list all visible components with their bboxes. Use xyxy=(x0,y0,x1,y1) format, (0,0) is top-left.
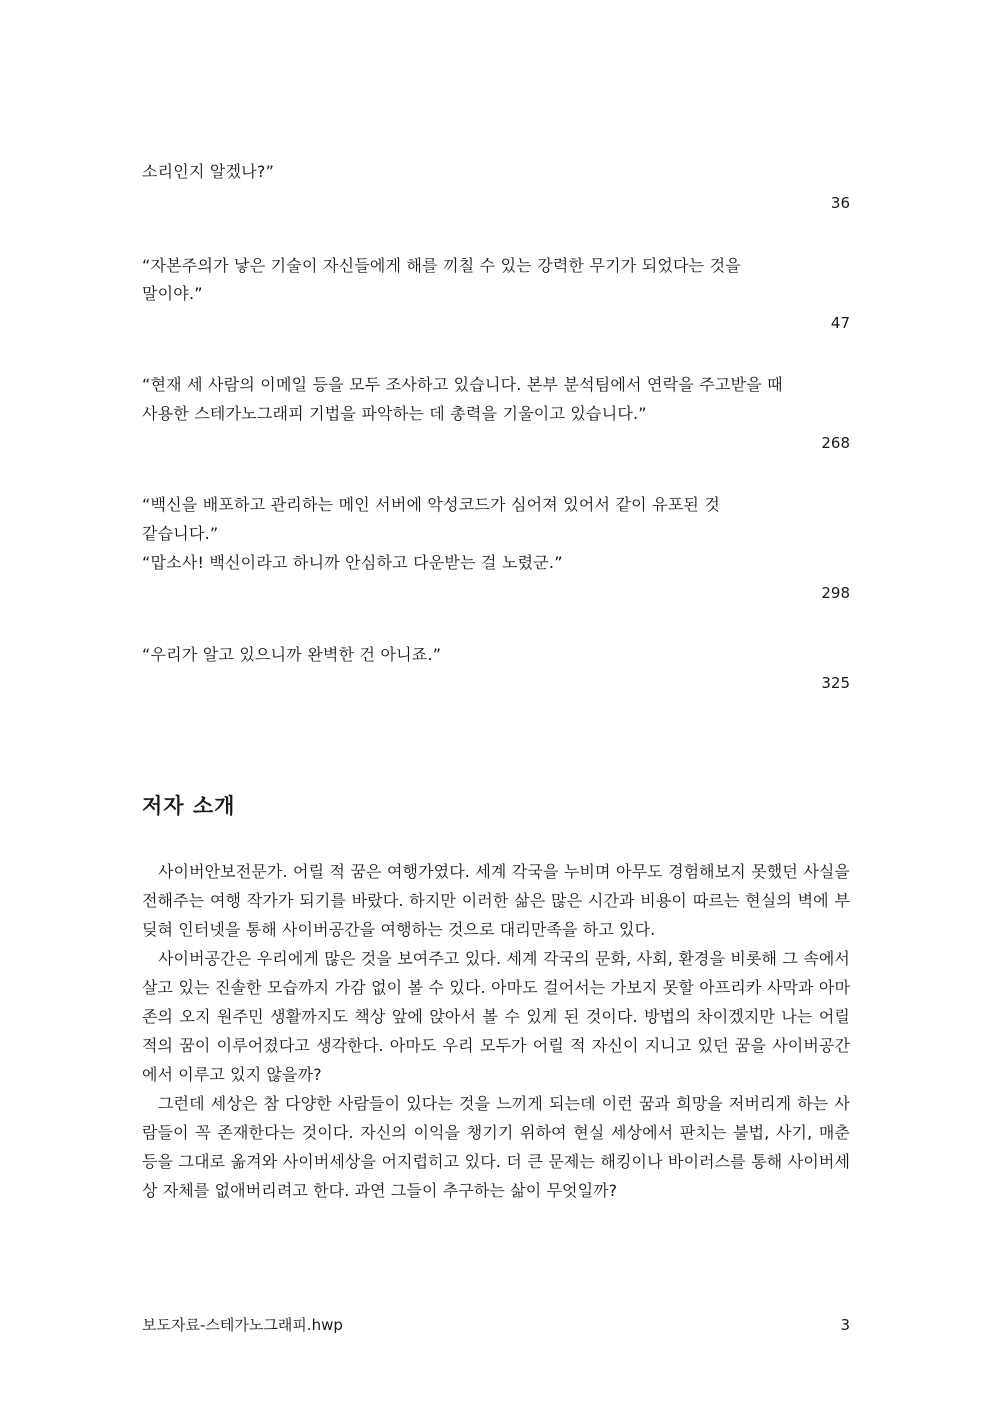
quote-3-line-1: “현재 세 사람의 이메일 등을 모두 조사하고 있습니다. 본부 분석팀에서 연락을 주고받을 때 xyxy=(142,375,783,394)
quote-3-page-ref: 268 xyxy=(821,434,850,452)
quote-4-line-3: “맙소사! 백신이라고 하니까 안심하고 다운받는 걸 노렸군.” xyxy=(142,553,563,572)
quote-4-line-2: 같습니다.” xyxy=(142,524,219,543)
quote-5-page-ref: 325 xyxy=(821,674,850,692)
author-bio-paragraph-3: 그런데 세상은 참 다양한 사람들이 있다는 것을 느끼게 되는데 이런 꿈과 희망을 저버리게 하는 사람들이 꼭 존재한다는 것이다. 자신의 이익을 챙기기 위하여 현실 세상에서 판치는 불법, 사기, 매춘 등을 그대로 옮겨와 사이버세상을 어지럽히고 있다. 더 큰 문제는 해킹이나 바이러스를 통해 사이버세상 자체를 없애버리려고 한다. 과연 그들이 추구하는 삶이 무엇일까? xyxy=(142,1094,850,1200)
quote-2-line-1: “자본주의가 낳은 기술이 자신들에게 해를 끼칠 수 있는 강력한 무기가 되었다는 것을 xyxy=(142,256,741,275)
quote-3-line-2: 사용한 스테가노그래피 기법을 파악하는 데 총력을 기울이고 있습니다.” xyxy=(142,404,647,423)
quote-2-line-2: 말이야.” xyxy=(142,284,203,303)
author-bio xyxy=(142,857,850,1205)
author-bio-paragraph-2: 사이버공간은 우리에게 많은 것을 보여주고 있다. 세계 각국의 문화, 사회, 환경을 비롯해 그 속에서 살고 있는 진솔한 모습까지 가감 없이 볼 수 있다. 아마도 걸어서는 가보지 못할 아프리카 사막과 아마존의 오지 원주민 생활까지도 책상 앞에 앉아서 볼 수 있게 된 것이다. 방법의 차이겠지만 나는 어릴 적의 꿈이 이루어졌다고 생각한다. 아마도 우리 모두가 어릴 적 자신이 지니고 있던 꿈을 사이버공간에서 이루고 있지 않을까? xyxy=(142,949,850,1084)
quote-4-line-1: “백신을 배포하고 관리하는 메인 서버에 악성코드가 심어져 있어서 같이 유포된 것 xyxy=(142,495,720,514)
footer-filename: 보도자료-스테가노그래피.hwp xyxy=(142,1316,343,1334)
footer-page-number: 3 xyxy=(840,1316,850,1334)
quote-1-page-ref: 36 xyxy=(830,194,850,212)
author-section-title: 저자 소개 xyxy=(142,794,236,818)
quote-5-line-1: “우리가 알고 있으니까 완벽한 건 아니죠.” xyxy=(142,645,442,664)
quote-2-page-ref: 47 xyxy=(830,314,850,332)
quote-4-page-ref: 298 xyxy=(821,584,850,602)
author-bio-paragraph-1: 사이버안보전문가. 어릴 적 꿈은 여행가였다. 세계 각국을 누비며 아무도 경험해보지 못했던 사실을 전해주는 여행 작가가 되기를 바랐다. 하지만 이러한 삶은 많은 시간과 비용이 따르는 현실의 벽에 부딪혀 인터넷을 통해 사이버공간을 여행하는 것으로 대리만족을 하고 있다. xyxy=(142,862,850,939)
quote-1-line-1: 소리인지 알겠나?” xyxy=(142,162,275,181)
